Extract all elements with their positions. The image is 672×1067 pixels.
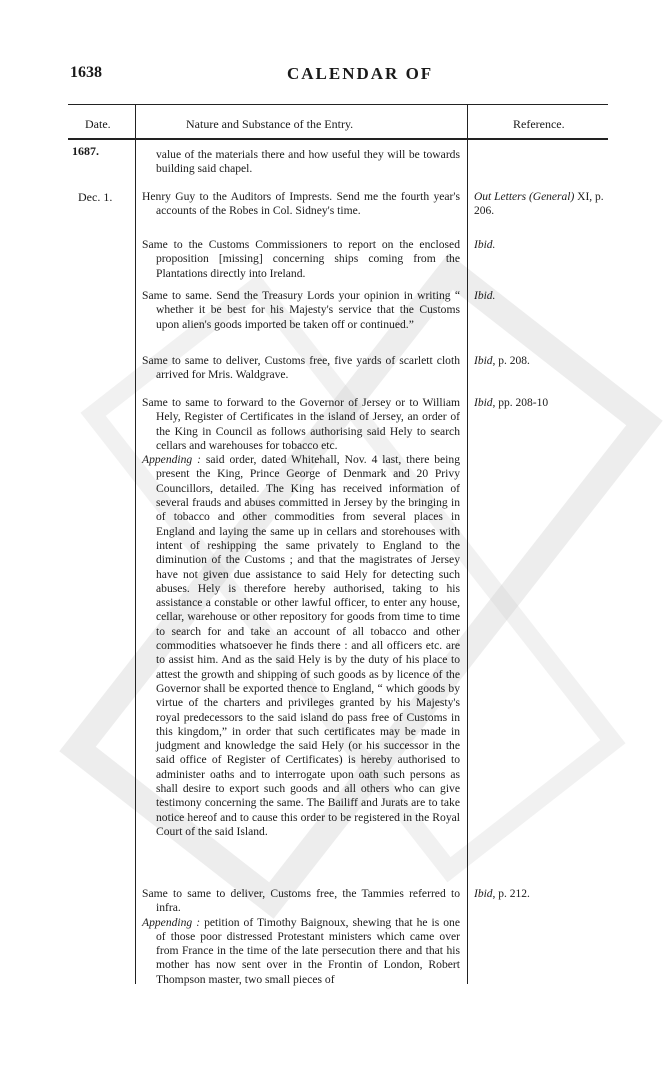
reference-source: Out Letters (General) xyxy=(474,191,575,203)
reference-page: , pp. 208-10 xyxy=(492,397,549,409)
entry-paragraph xyxy=(142,148,460,177)
entry-reference xyxy=(474,190,614,218)
column-divider-reference xyxy=(467,104,468,984)
entry-text: petition of Timothy Baignoux, shewing that he is one of those poor distressed Protestant ministers which came over from France in the time of the late persecution there and that his mother has now sent over in the Frontin of London, Robert Thompson master, two small pieces of xyxy=(156,915,460,986)
year-label: 1687. xyxy=(72,144,99,158)
column-header-nature: Nature and Substance of the Entry. xyxy=(186,117,354,131)
appending-label: Appending : xyxy=(142,453,201,467)
entry-reference xyxy=(474,238,614,252)
entry-paragraph xyxy=(142,354,460,383)
entry-paragraph xyxy=(142,190,460,219)
entry xyxy=(142,289,460,332)
entry-reference xyxy=(474,354,614,368)
entry xyxy=(142,190,460,219)
running-title: CALENDAR OF xyxy=(287,64,434,83)
column-header-reference: Reference. xyxy=(513,117,565,131)
entry-paragraph xyxy=(142,289,460,332)
entry-text: value of the materials there and how useful they will be towards building said chapel. xyxy=(156,148,460,176)
entry-text: said order, dated Whitehall, Nov. 4 last, there being present the King, Prince George of Denmark and 20 Privy Councillors, detailed. The King has received information of several frauds and abuses committed in Jersey by the bringing in of tobacco and other commodities from several places in England and laying the same up in cellars and storehouses with intent of reshipping the same privately to England to the diminution of the Customs ; and that the magistrates of Jersey have not given due assistance to said Hely for detecting such abuses. Hely is therefore hereby authorised, taking to his assistance a constable or other lawful officer, to enter any house, cellar, warehouse or other repository for goods from time to time to search for and take an account of all tobacco and other commodities whatsoever he finds there : and all officers etc. are to assist him. And as the said Hely is by the duty of his place to attest the growth and shipping of such goods as by licence of the Governor shall be exported thence to England, “ which goods by virtue of the charters and privileges granted by his Majesty's royal predecessors to the said island do pass free of Customs in this kingdom,” in order that such certificates may be made in judgment and knowledge the said Hely (or his successor in the said office of Register of Certificates) is hereby authorised to administer oaths and to interrogate upon oath such persons as shall desire to export such goods and all others who can give testimony concerning the same. The Bailiff and Jurats are to take notice hereof and to cause this order to be registered in the Royal Court of the said Island. xyxy=(156,453,460,838)
appending-label: Appending : xyxy=(142,915,201,929)
entry-reference xyxy=(474,289,614,303)
entry-text: Same to the Customs Commissioners to report on the enclosed proposition [missing] concerning ships coming from the Plantations directly into Ireland. xyxy=(142,238,460,280)
entry-text: Same to same to forward to the Governor of Jersey or to William Hely, Register of Certificates in the island of Jersey, an order of the King in Council as follows authorising said Hely to search cellars and warehouses for tobacco etc. xyxy=(142,396,460,452)
column-header-date: Date. xyxy=(85,117,111,131)
reference-source: Ibid xyxy=(474,355,493,367)
entry-paragraph xyxy=(142,396,460,453)
reference-source: Ibid xyxy=(474,397,493,409)
entry-reference xyxy=(474,396,614,410)
entry-paragraph xyxy=(142,238,460,281)
entry-paragraph xyxy=(142,453,460,839)
reference-page: , p. 212. xyxy=(492,888,530,900)
reference-source: Ibid xyxy=(474,888,493,900)
entry xyxy=(142,887,460,987)
column-divider-date xyxy=(135,104,136,984)
entry-text: Same to same to deliver, Customs free, five yards of scarlett cloth arrived for Mris. Waldgrave. xyxy=(142,354,460,382)
table-top-rule xyxy=(68,104,608,105)
reference-page: , p. 208. xyxy=(492,355,530,367)
entry xyxy=(142,148,460,177)
entry-paragraph xyxy=(142,916,460,987)
entry-text: Same to same. Send the Treasury Lords your opinion in writing “ whether it be best for his Majesty's service that the Customs upon alien's goods imported be taken off or continued.” xyxy=(142,289,460,331)
page-number: 1638 xyxy=(70,64,102,81)
reference-source: Ibid. xyxy=(474,290,496,302)
reference-page: XI, p. 206. xyxy=(474,191,604,217)
entry xyxy=(142,238,460,281)
entry xyxy=(142,396,460,839)
reference-source: Ibid. xyxy=(474,239,496,251)
entry-date: Dec. 1. xyxy=(78,190,113,204)
entry-text: Henry Guy to the Auditors of Imprests. Send me the fourth year's accounts of the Robes in Col. Sidney's time. xyxy=(142,190,460,218)
entry-text: Same to same to deliver, Customs free, the Tammies referred to infra. xyxy=(142,887,460,915)
entry xyxy=(142,354,460,383)
entry-reference xyxy=(474,887,614,901)
entry-paragraph xyxy=(142,887,460,916)
table-header-rule xyxy=(68,138,608,140)
